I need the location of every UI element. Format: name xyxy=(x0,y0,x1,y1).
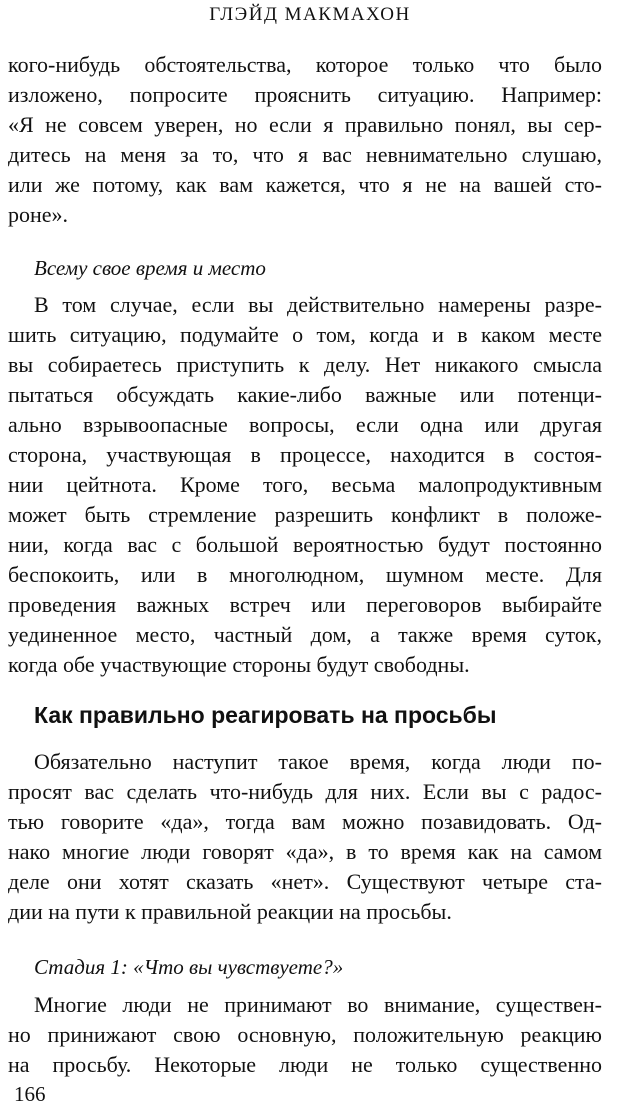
text-line: сторона, участвующая в процессе, находится в состоя- xyxy=(8,442,602,467)
text-line: просят вас сделать что-нибудь для них. Если вы с радос- xyxy=(8,779,602,804)
running-head: ГЛЭЙД МАКМАХОН xyxy=(209,4,411,25)
text-line: вы собираетесь приступить к делу. Нет никакого смысла xyxy=(8,352,602,377)
text-line: на просьбу. Некоторые люди не только существенно xyxy=(8,1052,602,1077)
text-line: Многие люди не принимают во внимание, существен- xyxy=(34,992,602,1017)
text-line: нии цейтнота. Кроме того, весьма малопродуктивным xyxy=(8,472,602,497)
text-line: ально взрывоопасные вопросы, если одна или другая xyxy=(8,412,602,437)
text-line: нако многие люди говорят «да», в то время как на самом xyxy=(8,839,602,864)
page-number: 166 xyxy=(14,1082,46,1106)
text-line: пытаться обсуждать какие-либо важные или потенци- xyxy=(8,382,602,407)
text-line: «Я не совсем уверен, но если я правильно понял, вы сер- xyxy=(8,112,602,137)
section-heading: Как правильно реагировать на просьбы xyxy=(34,702,497,728)
subheading: Всему свое время и место xyxy=(34,256,266,280)
text-line: но принижают свою основную, положительную реакцию xyxy=(8,1022,602,1047)
text-line: уединенное место, частный дом, а также время суток, xyxy=(8,622,602,647)
text-line: или же потому, как вам кажется, что я не на вашей сто- xyxy=(8,172,602,197)
text-line: деле они хотят сказать «нет». Существуют четыре ста- xyxy=(8,869,602,894)
text-line: изложено, попросите прояснить ситуацию. Например: xyxy=(8,82,602,107)
text-line: дии на пути к правильной реакции на просьбы. xyxy=(8,899,452,924)
text-line: кого-нибудь обстоятельства, которое только что было xyxy=(8,52,602,77)
text-line: беспокоить, или в многолюдном, шумном месте. Для xyxy=(8,562,602,587)
text-line: шить ситуацию, подумайте о том, когда и в каком месте xyxy=(8,322,602,347)
text-line: В том случае, если вы действительно намерены разре- xyxy=(34,292,602,317)
text-line: проведения важных встреч или переговоров выбирайте xyxy=(8,592,602,617)
text-line: Обязательно наступит такое время, когда люди по- xyxy=(34,749,602,774)
text-line: может быть стремление разрешить конфликт в положе- xyxy=(8,502,602,527)
subheading: Стадия 1: «Что вы чувствуете?» xyxy=(34,955,344,979)
text-line: когда обе участвующие стороны будут свободны. xyxy=(8,652,470,677)
text-line: нии, когда вас с большой вероятностью будут постоянно xyxy=(8,532,602,557)
text-line: дитесь на меня за то, что я вас невнимательно слушаю, xyxy=(8,142,602,167)
text-line: тью говорите «да», тогда вам можно позавидовать. Од- xyxy=(8,809,602,834)
text-line: роне». xyxy=(8,202,69,227)
